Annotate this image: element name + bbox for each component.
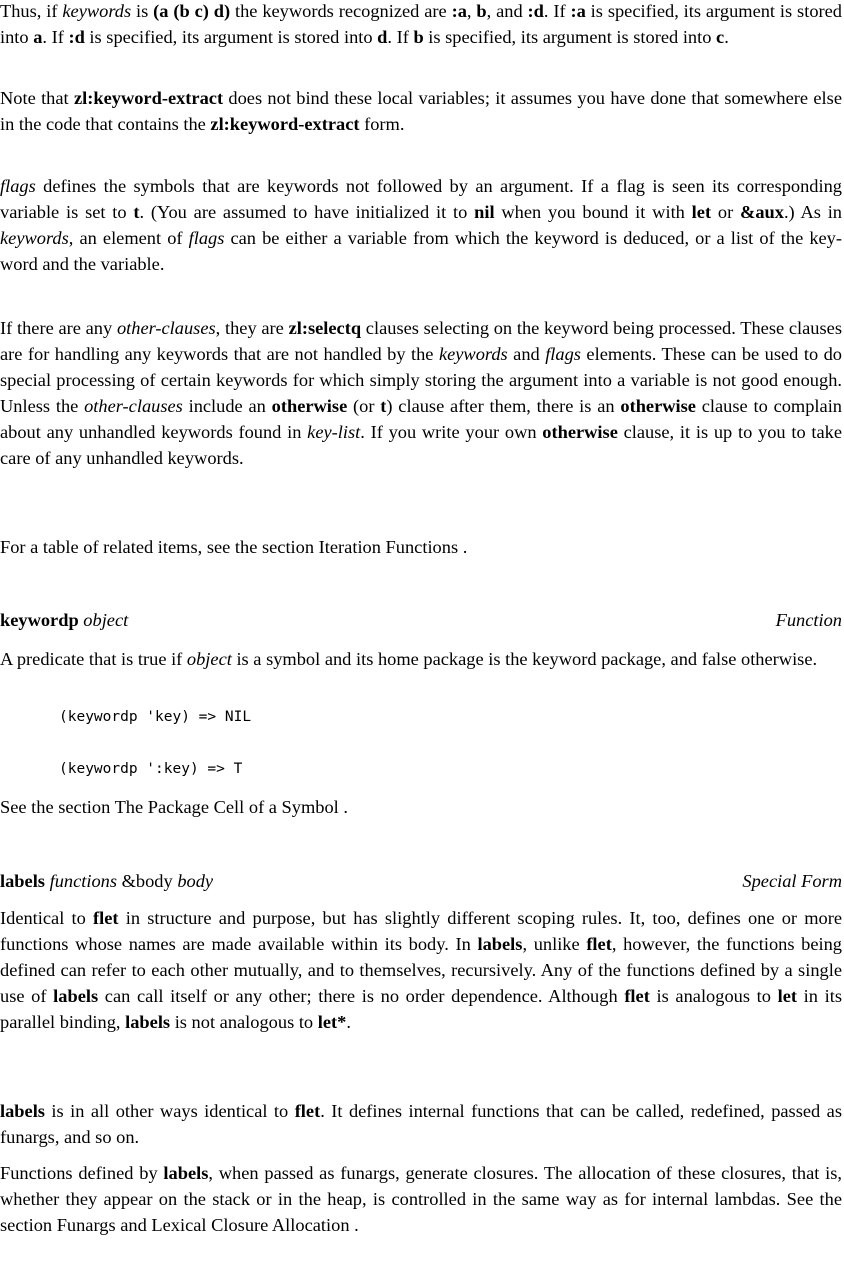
labels-definition-header — [0, 869, 842, 895]
related-items-paragraph — [0, 535, 467, 561]
labels-args-body-keyword: &body — [117, 871, 178, 891]
flags-paragraph: flags defines the symbols that are keywords not followed by an argument. If a flag is seen its corresponding variable is set to t. (You are assumed to have initialized it to nil when you bound it with let or &aux.) As in keywords, an element of flags can be either a variable from which the keyword is deduced, or a list of the keyword and the variable. — [0, 176, 843, 274]
package-cell-link[interactable]: See the section The Package Cell of a Symbol . — [0, 797, 348, 817]
funargs-closure-link[interactable]: , when passed as funargs, generate closures. The allocation of these closures, that is, whether they appear on the stack or in the heap, is controlled in the same way as for internal lambdas. See the section Funargs and Lexical Closure Allocation . — [0, 1163, 842, 1235]
iteration-functions-link[interactable]: For a table of related items, see the section Iteration Functions . — [0, 537, 468, 557]
keywordp-definition-header — [0, 608, 842, 634]
keywords-example-paragraph: Thus, if keywords is (a (b c) d) the keywords recognized are :a, b, and :d. If :a is specified, its argument is stored into a. If :d is specified, its argument is stored into d. If b is specified, its argument is stored into c. — [0, 1, 842, 47]
labels-args-body: body — [177, 871, 214, 891]
keywordp-args: object — [83, 610, 129, 630]
labels-paragraph-3: Functions defined by labels, when passed as funargs, generate closures. The allocation of these closures, that is, whether they appear on the stack or in the heap, is controlled in the same way as for internal lambdas. See the section Funargs and Lexical Closure Allocation . — [0, 1163, 842, 1235]
labels-kind: Special Form — [742, 871, 842, 891]
keywordp-description: A predicate that is true if object is a symbol and its home package is the keyword package, and false otherwise. — [0, 649, 818, 669]
labels-paragraph-2: labels is in all other ways identical to flet. It defines internal functions that can be called, redefined, passed as funargs, and so on. — [0, 1101, 842, 1147]
labels-name: labels — [0, 871, 45, 891]
keywordp-example-2: (keywordp ':key) => T — [59, 761, 243, 777]
keywordp-name: keywordp — [0, 610, 79, 630]
other-clauses-paragraph: If there are any other-clauses, they are zl:selectq clauses selecting on the keyword being processed. These clauses are for handling any keywords that are not handled by the keywords and flags elements. These can be used to do special processing of certain keywords for which simply storing the argument into a variable is not good enough. Unless the other-clauses include an otherwise (or t) clause after them, there is an otherwise clause to complain about any unhandled keywords found in key-list. If you write your own otherwise clause, it is up to you to take care of any unhandled keywords. — [0, 318, 843, 468]
keywordp-kind: Function — [775, 610, 842, 630]
keyword-extract-note-paragraph: Note that zl:keyword-extract does not bind these local variables; it assumes you have done that somewhere else in the code that contains the zl:keyword-extract form. — [0, 88, 842, 134]
labels-args-functions: functions — [49, 871, 118, 891]
labels-paragraph-1: Identical to flet in structure and purpose, but has slightly different scoping rules. It, too, defines one or more functions whose names are made available within its body. In labels, unlike flet, however, the functions being defined can refer to each other mutually, and to themselves, recursively. Any of the functions defined by a single use of labels can call itself or any other; there is no order dependence. Although flet is analogous to let in its parallel binding, labels is not analogous to let*. — [0, 908, 843, 1032]
keywordp-example-1: (keywordp 'key) => NIL — [59, 709, 252, 725]
package-cell-see-also — [0, 795, 348, 821]
